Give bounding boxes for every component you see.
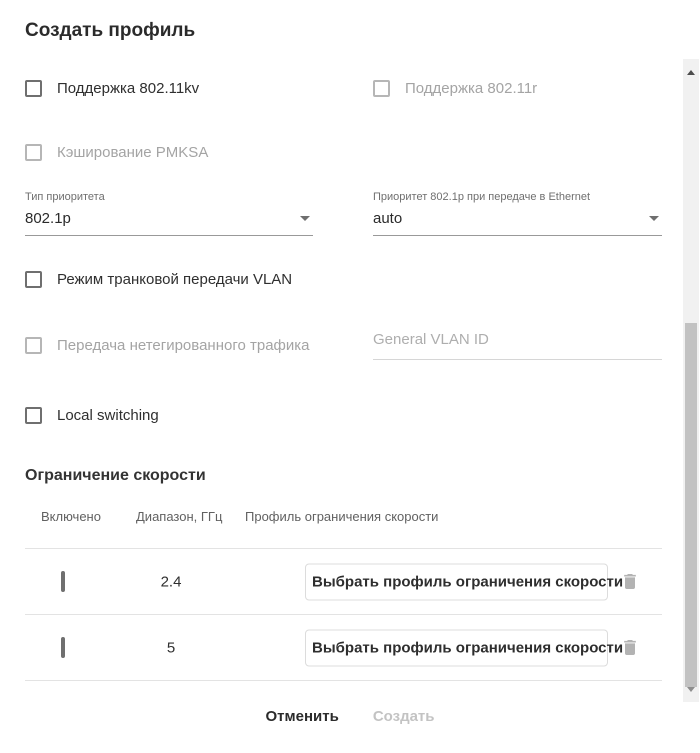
scroll-down-arrow-icon[interactable] [683,682,699,696]
chevron-down-icon [649,216,659,221]
create-button[interactable]: Создать [372,708,435,725]
chevron-down-icon [300,216,310,221]
table-header-row [25,500,662,549]
checkbox-box[interactable] [25,144,42,161]
row-enabled-checkbox[interactable] [61,639,65,657]
checkbox-label: Кэширование PMKSA [57,143,209,161]
checkbox-box[interactable] [61,637,65,658]
general-vlan-id-input[interactable] [373,331,662,348]
dialog-footer [0,708,700,725]
trash-icon[interactable] [619,636,641,660]
checkbox-label: Поддержка 802.11r [405,79,538,97]
checkbox-untagged-traffic[interactable] [25,336,310,354]
scroll-up-arrow-icon[interactable] [683,65,699,79]
checkbox-label: Режим транковой передачи VLAN [57,270,293,288]
select-ethernet-priority [373,191,662,236]
selected-value: auto [373,210,403,227]
general-vlan-id-field [373,331,662,360]
rate-limit-heading: Ограничение скорости [25,467,206,484]
checkbox-label: Передача нетегированного трафика [57,336,310,354]
checkbox-box[interactable] [25,407,42,424]
selected-value: 802.1p [25,210,71,227]
table-row-band-5 [25,615,662,681]
checkbox-label: Local switching [57,406,159,424]
checkbox-box[interactable] [61,571,65,592]
priority-type-dropdown[interactable] [25,210,313,236]
checkbox-box[interactable] [25,271,42,288]
checkbox-local-switching[interactable] [25,406,159,424]
column-header-profile: Профиль ограничения скорости [245,509,439,524]
scrollbar-thumb[interactable] [685,323,697,687]
cancel-button[interactable]: Отменить [265,708,339,725]
checkbox-vlan-trunk-mode[interactable] [25,270,292,288]
checkbox-label: Поддержка 802.11kv [57,79,200,97]
select-label: Приоритет 802.1p при передаче в Ethernet [373,191,591,203]
select-priority-type [25,191,313,236]
rate-limit-table [25,500,662,681]
band-value: 2.4 [160,573,182,590]
select-rate-limit-profile-button[interactable]: Выбрать профиль ограничения скорости [305,629,608,666]
column-header-band: Диапазон, ГГц [136,509,223,524]
row-enabled-checkbox[interactable] [61,573,65,591]
checkbox-pmksa-caching[interactable] [25,143,208,161]
select-label: Тип приоритета [25,191,105,203]
checkbox-box[interactable] [25,337,42,354]
checkbox-box[interactable] [25,80,42,97]
dialog-title: Создать профиль [25,20,196,41]
table-row-band-2-4 [25,549,662,615]
checkbox-box[interactable] [373,80,390,97]
column-header-enabled: Включено [41,509,101,524]
vertical-scrollbar[interactable] [683,59,699,702]
select-rate-limit-profile-button[interactable]: Выбрать профиль ограничения скорости [305,563,608,600]
ethernet-priority-dropdown[interactable] [373,210,662,236]
trash-icon[interactable] [619,570,641,594]
checkbox-support-80211kv[interactable] [25,79,199,97]
checkbox-support-80211r[interactable] [373,79,537,97]
band-value: 5 [166,639,176,656]
